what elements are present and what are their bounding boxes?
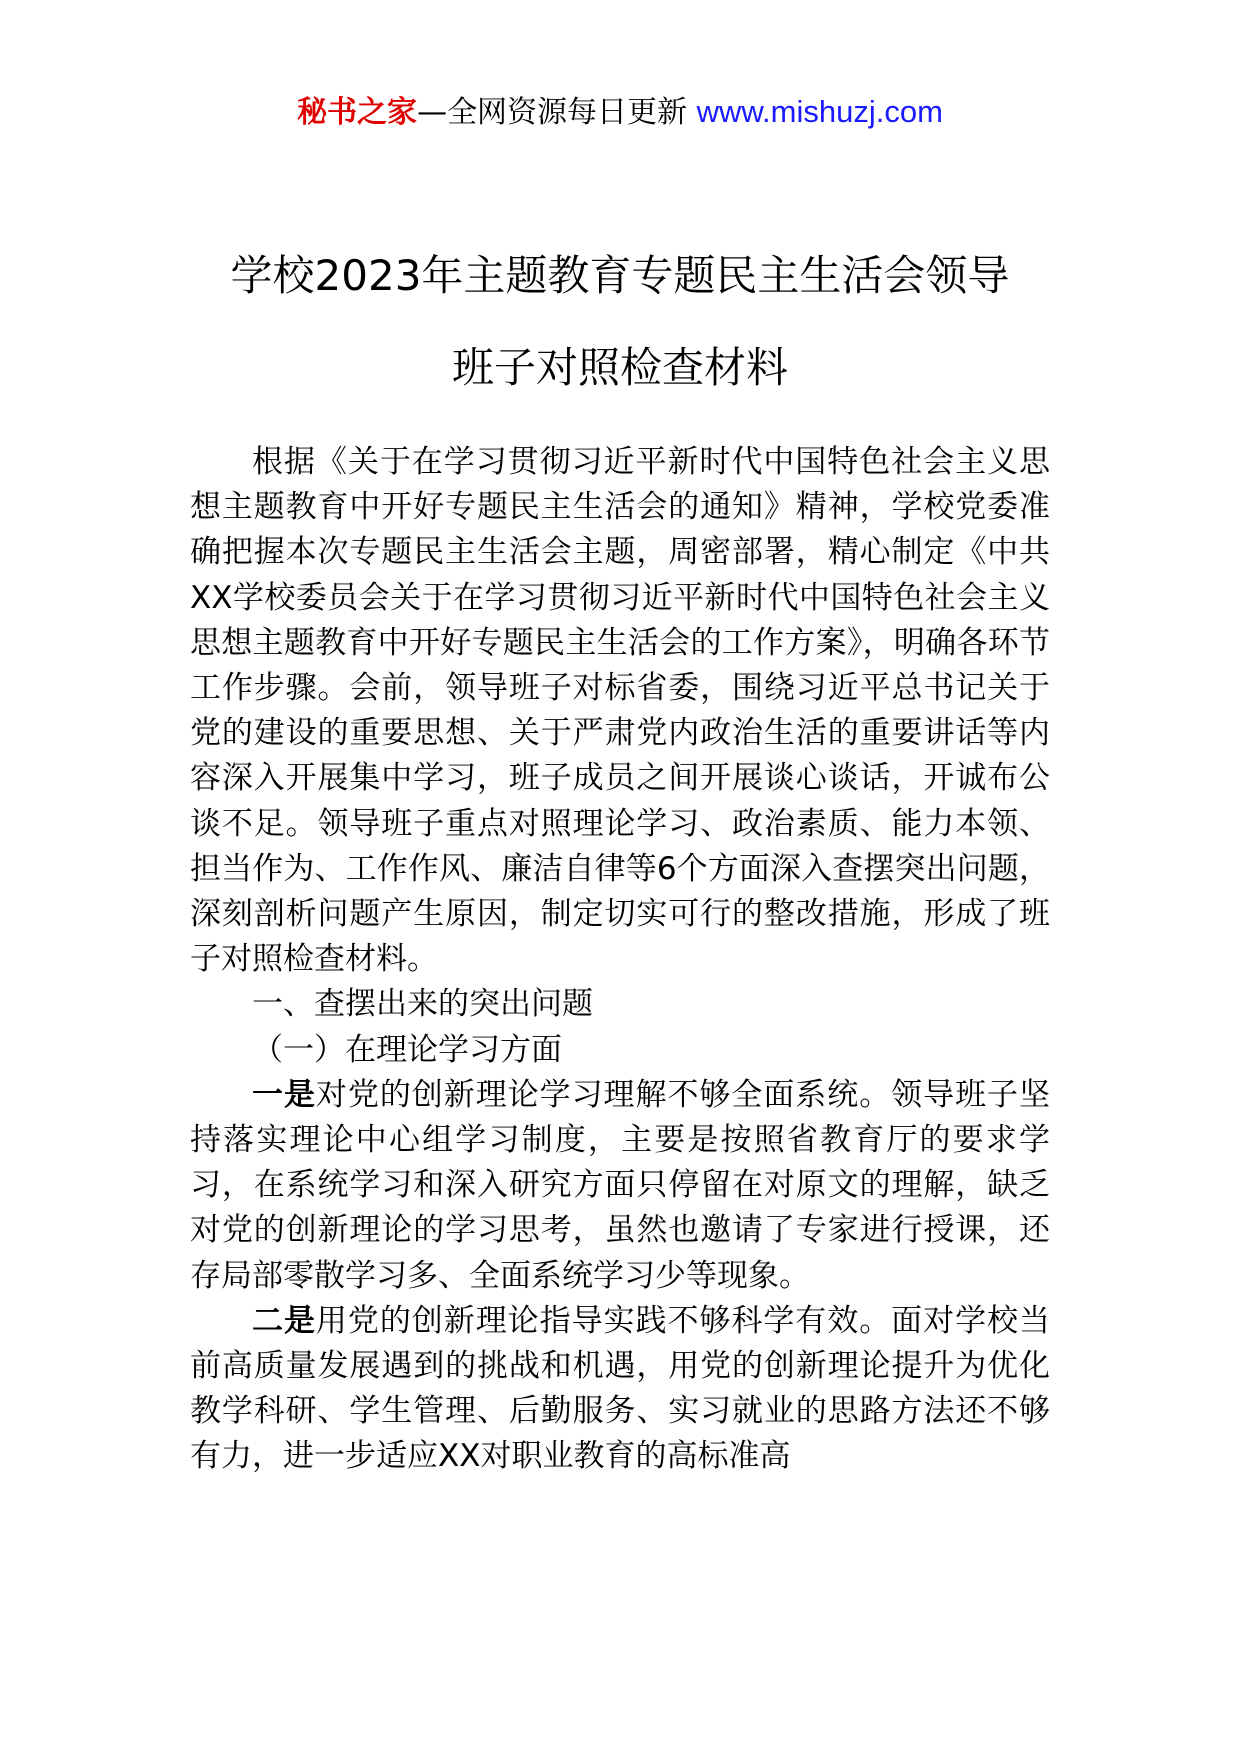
document-body: [190, 440, 1050, 1480]
item-paragraph-1: [190, 1073, 1050, 1299]
site-brand: 秘书之家: [297, 95, 418, 130]
site-header: [0, 92, 1240, 133]
document-title: [150, 230, 1090, 414]
item-1-lead: 一是: [252, 1076, 316, 1113]
site-tagline: —全网资源每日更新: [417, 95, 697, 130]
document-title-line-2: 班子对照检查材料: [451, 343, 788, 392]
site-url-link[interactable]: www.mishuzj.com: [696, 94, 943, 129]
item-paragraph-2: [190, 1299, 1050, 1480]
subsection-heading-1: （一）在理论学习方面: [252, 1031, 562, 1068]
intro-paragraph: 根据《关于在学习贯彻习近平新时代中国特色社会主义思想主题教育中开好专题民主生活会的通知》精神，学校党委准确把握本次专题民主生活会主题，周密部署，精心制定《中共XX学校委员会关于在学习贯彻习近平新时代中国特色社会主义思想主题教育中开好专题民主生活会的工作方案》，明确各环节工作步骤。会前，领导班子对标省委，围绕习近平总书记关于党的建设的重要思想、关于严肃党内政治生活的重要讲话等内容深入开展集中学习，班子成员之间开展谈心谈话，开诚布公谈不足。领导班子重点对照理论学习、政治素质、能力本领、担当作为、工作作风、廉洁自律等6个方面深入查摆突出问题，深刻剖析问题产生原因，制定切实可行的整改措施，形成了班子对照检查材料。: [190, 444, 1050, 978]
section-heading-1: 一、查摆出来的突出问题: [252, 986, 593, 1023]
item-1-text: 对党的创新理论学习理解不够全面系统。领导班子坚持落实理论中心组学习制度，主要是按照省教育厅的要求学习，在系统学习和深入研究方面只停留在对原文的理解，缺乏对党的创新理论的学习思考，虽然也邀请了专家进行授课，还存局部零散学习多、全面系统学习少等现象。: [190, 1076, 1051, 1294]
document-title-line-1: 学校2023年主题教育专题民主生活会领导: [230, 251, 1010, 300]
item-2-lead: 二是: [252, 1302, 316, 1339]
item-2-text: 用党的创新理论指导实践不够科学有效。面对学校当前高质量发展遇到的挑战和机遇，用党的创新理论提升为优化教学科研、学生管理、后勤服务、实习就业的思路方法还不够有力，进一步适应XX对职业教育的高标准高: [190, 1302, 1051, 1475]
